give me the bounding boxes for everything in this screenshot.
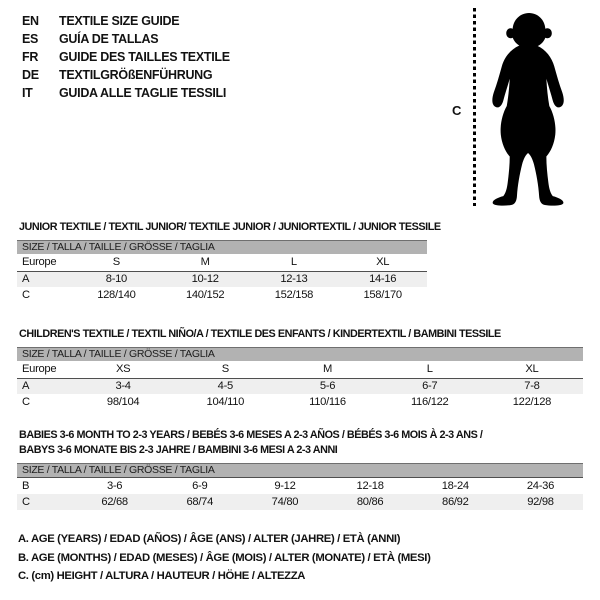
size-cell: 10-12 <box>191 273 219 286</box>
junior-size-table <box>17 220 441 304</box>
size-cell: 158/170 <box>363 289 402 302</box>
table-row <box>17 394 583 411</box>
table-row <box>17 477 583 494</box>
size-cell: 14-16 <box>369 273 397 286</box>
size-cell: 98/104 <box>106 396 140 409</box>
size-cell: XL <box>376 256 390 269</box>
table-row <box>17 378 583 395</box>
size-cell: S <box>221 363 229 376</box>
size-cell: 92/98 <box>527 495 554 508</box>
legend-note: A. AGE (YEARS) / EDAD (AÑOS) / ÂGE (ANS) / ALTER (JAHRE) / ETÀ (ANNI) <box>18 533 401 545</box>
size-cell: 24-36 <box>526 479 554 492</box>
language-row <box>22 30 230 48</box>
size-cell: 6-9 <box>192 479 208 492</box>
table-grid <box>17 347 583 411</box>
size-header-bar: SIZE / TALLA / TAILLE / GRÖSSE / TAGLIA <box>17 240 427 254</box>
row-label: Europe <box>22 256 57 269</box>
size-cell: 9-12 <box>274 479 296 492</box>
table-row <box>17 287 427 304</box>
language-code: DE <box>22 68 39 82</box>
size-cell: 80/86 <box>356 495 384 508</box>
size-cell: XL <box>525 363 539 376</box>
language-title: GUÍA DE TALLAS <box>59 32 159 46</box>
size-cell: 4-5 <box>217 380 233 393</box>
row-label: B <box>22 479 30 492</box>
table-row <box>17 361 583 378</box>
size-cell: 5-6 <box>319 380 336 393</box>
size-cell: 7-8 <box>524 380 540 393</box>
size-cell: 122/128 <box>512 396 552 409</box>
language-title: TEXTILE SIZE GUIDE <box>59 14 180 28</box>
toddler-body <box>492 45 563 206</box>
size-header-bar: SIZE / TALLA / TAILLE / GRÖSSE / TAGLIA <box>17 347 583 361</box>
language-title: GUIDE DES TAILLES TEXTILE <box>59 50 230 64</box>
legend-note: B. AGE (MONTHS) / EDAD (MESES) / ÂGE (MOIS) / ALTER (MONATE) / ETÀ (MESI) <box>18 551 431 564</box>
children-size-table <box>17 327 583 411</box>
height-measure-dashed-line <box>473 8 476 206</box>
size-cell: 6-7 <box>422 380 438 393</box>
language-code: IT <box>22 86 33 100</box>
height-measure-label: C <box>452 103 462 118</box>
language-list <box>22 12 230 102</box>
size-cell: 104/110 <box>206 396 245 409</box>
language-title: TEXTILGRÖßENFÜHRUNG <box>59 68 213 82</box>
size-cell: M <box>322 363 333 376</box>
row-label: Europe <box>22 363 57 376</box>
size-cell: 3-4 <box>115 380 131 393</box>
size-cell: 8-10 <box>105 273 127 286</box>
size-cell: 152/158 <box>274 289 314 302</box>
toddler-silhouette-icon <box>486 8 578 206</box>
size-cell: 68/74 <box>186 495 213 508</box>
table-row <box>17 271 427 288</box>
language-row <box>22 48 230 66</box>
size-cell: 140/152 <box>185 289 225 302</box>
size-cell: 62/68 <box>101 495 128 508</box>
table-title: BABYS 3-6 MONATE BIS 2-3 JAHRE / BAMBINI 3-6 MESI A 2-3 ANNI <box>19 444 338 456</box>
size-cell: 86/92 <box>442 495 469 508</box>
language-row <box>22 12 230 30</box>
table-row <box>17 254 427 271</box>
language-title: GUIDA ALLE TAGLIE TESSILI <box>59 86 227 100</box>
size-cell: M <box>200 256 210 269</box>
row-label: A <box>22 273 30 286</box>
table-row <box>17 494 583 511</box>
size-cell: 74/80 <box>271 495 299 508</box>
table-grid <box>17 463 583 510</box>
language-code: FR <box>22 50 39 64</box>
size-cell: 12-18 <box>356 479 384 492</box>
size-cell: L <box>426 363 433 376</box>
size-cell: 3-6 <box>106 479 123 492</box>
babies-size-table <box>17 428 583 510</box>
table-title: BABIES 3-6 MONTH TO 2-3 YEARS / BEBÉS 3-6 MESES A 2-3 AÑOS / BÉBÉS 3-6 MOIS À 2-3 ANS / <box>19 429 483 441</box>
table-title: CHILDREN'S TEXTILE / TEXTIL NIÑO/A / TEXTILE DES ENFANTS / KINDERTEXTIL / BAMBINI TESSILE <box>19 328 501 340</box>
size-cell: 12-13 <box>280 273 308 286</box>
legend-note: C. (cm) HEIGHT / ALTURA / HAUTEUR / HÖHE / ALTEZZA <box>18 570 306 582</box>
size-cell: 116/122 <box>410 396 449 409</box>
language-row <box>22 66 230 84</box>
size-header-bar: SIZE / TALLA / TAILLE / GRÖSSE / TAGLIA <box>17 463 583 477</box>
table-grid <box>17 240 427 304</box>
language-code: ES <box>22 32 39 46</box>
row-label: C <box>22 396 30 409</box>
row-label: C <box>22 289 30 302</box>
size-cell: S <box>112 256 120 269</box>
row-label: C <box>22 495 30 508</box>
row-label: A <box>22 380 30 393</box>
language-row <box>22 84 230 102</box>
legend-notes <box>18 530 431 586</box>
size-cell: 110/116 <box>309 396 346 409</box>
size-cell: XS <box>115 363 131 376</box>
table-title: JUNIOR TEXTILE / TEXTIL JUNIOR/ TEXTILE JUNIOR / JUNIORTEXTIL / JUNIOR TESSILE <box>19 221 441 233</box>
language-code: EN <box>22 14 39 28</box>
size-cell: L <box>290 256 297 269</box>
size-cell: 128/140 <box>97 289 136 302</box>
toddler-head <box>506 13 552 48</box>
size-cell: 18-24 <box>441 479 469 492</box>
